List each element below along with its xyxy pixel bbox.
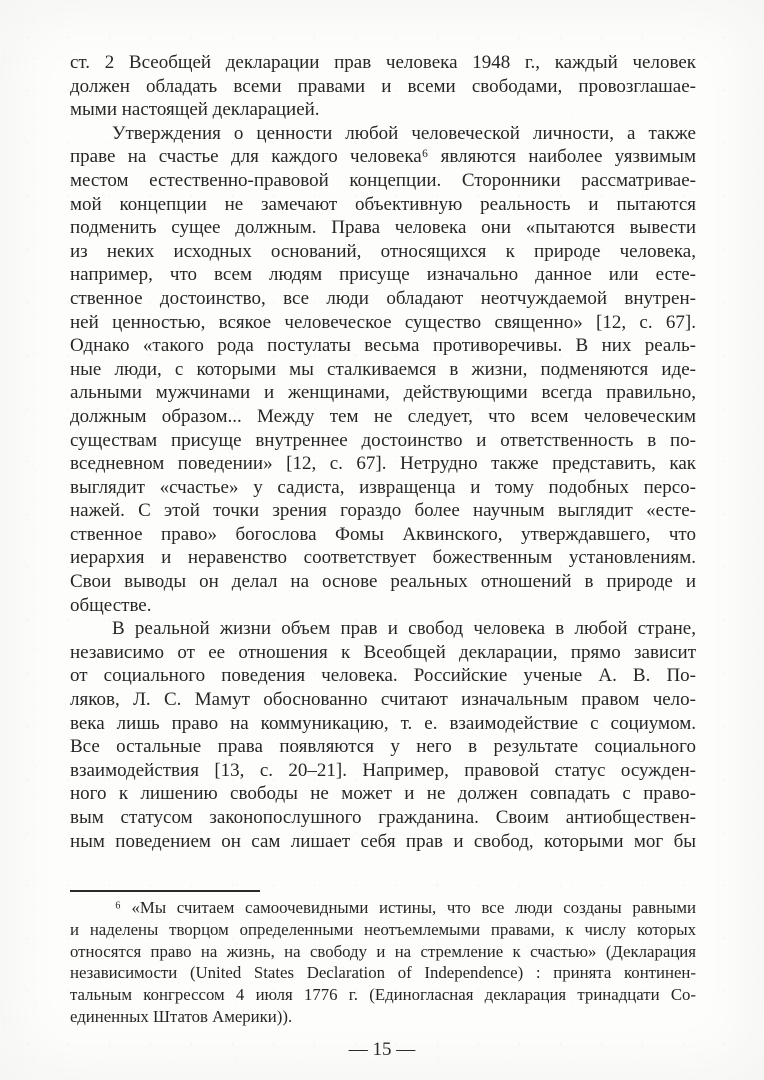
text-line: ст. 2 Всеобщей декларации прав человека 1948 г., каждый человек [70, 52, 696, 73]
paragraph [70, 617, 696, 853]
text-line: иерархия и неравенство соответствует божественным установлениям. [70, 547, 696, 569]
text-line: выглядит «счастье» у садиста, извращенца и тому подобных персо- [70, 476, 696, 498]
text-line: альными мужчинами и женщинами, действующими всегда правильно, [70, 382, 696, 404]
text-line: Свои выводы он делал на основе реальных отношений в природе и [70, 571, 696, 593]
text-line: ляков, Л. С. Мамут обоснованно считают изначальным правом чело- [70, 689, 696, 711]
text-line: Утверждения о ценности любой человеческой личности, а также [112, 122, 696, 144]
text-line: обществе. [70, 594, 152, 616]
text-line: века лишь право на коммуникацию, т. е. взаимодействие с социумом. [70, 712, 696, 734]
text-line: вседневном поведении» [12, с. 67]. Нетрудно также представить, как [70, 453, 696, 475]
text-line: местом естественно-правовой концепции. Сторонники рассматривае- [70, 169, 696, 191]
text-line: ные люди, с которыми мы сталкиваемся в жизни, подменяются иде- [70, 358, 696, 380]
text-line: нажей. С этой точки зрения гораздо более научным выглядит «есте- [70, 500, 696, 522]
text-line: ственное право» богослова Фомы Аквинского, утверждавшего, что [70, 523, 696, 545]
main-text-block [70, 51, 696, 853]
page-number: — 15 — [348, 1039, 416, 1060]
text-line: ного к лишению свободы не может и не должен совпадать с право- [70, 783, 696, 805]
text-line: мой концепции не замечают объективную реальность и пытаются [70, 193, 696, 215]
footnote-line: тальным конгрессом 4 июля 1776 г. (Единогласная декларация тринадцати Со- [70, 985, 696, 1005]
text-line: взаимодействия [13, с. 20–21]. Например, правовой статус осужден- [70, 759, 696, 781]
footnote-separator-rule [70, 890, 260, 892]
text-line: независимо от ее отношения к Всеобщей декларации, прямо зависит [70, 641, 696, 663]
footnote-line: независимости (United States Declaration of Independence) : принята континен- [70, 963, 696, 983]
footnote-line: относятся право на жизнь, на свободу и на стремление к счастью» (Декларация [70, 941, 696, 961]
text-line: должным образом... Между тем не следует, что всем человеческим [70, 405, 696, 427]
footnote-line: ⁶ «Мы считаем самоочевидными истины, что все люди созданы равными [115, 898, 696, 917]
paragraph [70, 122, 696, 617]
text-line: ственное достоинство, все люди обладают неотчуждаемой внутрен- [70, 287, 696, 309]
text-line: мыми настоящей декларацией. [70, 99, 320, 121]
paragraph [70, 51, 696, 122]
text-line: ней ценностью, всякое человеческое существо священно» [12, с. 67]. [70, 311, 696, 333]
text-line: должен обладать всеми правами и всеми свободами, провозглашае- [70, 75, 696, 97]
text-line: существам присуще внутреннее достоинство и ответственность в по- [70, 429, 696, 451]
text-line: праве на счастье для каждого человека⁶ являются наиболее уязвимым [70, 146, 696, 168]
text-line: от социального поведения человека. Российские ученые А. В. По- [70, 665, 696, 687]
text-line: например, что всем людям присуще изначально данное или есте- [70, 264, 696, 286]
text-line: подменить сущее должным. Права человека они «пытаются вывести [70, 217, 696, 239]
text-line: вым статусом законопослушного гражданина. Своим антиобществен- [70, 807, 696, 828]
text-line: В реальной жизни объем прав и свобод человека в любой стране, [112, 618, 696, 640]
text-line: из неких исходных оснований, относящихся к природе человека, [70, 240, 696, 262]
paragraph [70, 897, 696, 1028]
text-line: Все остальные права появляются у него в результате социального [70, 736, 696, 758]
text-line: ным поведением он сам лишает себя прав и свобод, которыми мог бы [70, 830, 696, 852]
footnote-line: и наделены творцом определенными неотъемлемыми правами, к числу которых [70, 919, 696, 939]
footnote-block [70, 897, 696, 1028]
footnote-line: единенных Штатов Америки)). [70, 1006, 293, 1026]
text-line: Однако «такого рода постулаты весьма противоречивы. В них реаль- [70, 335, 696, 357]
